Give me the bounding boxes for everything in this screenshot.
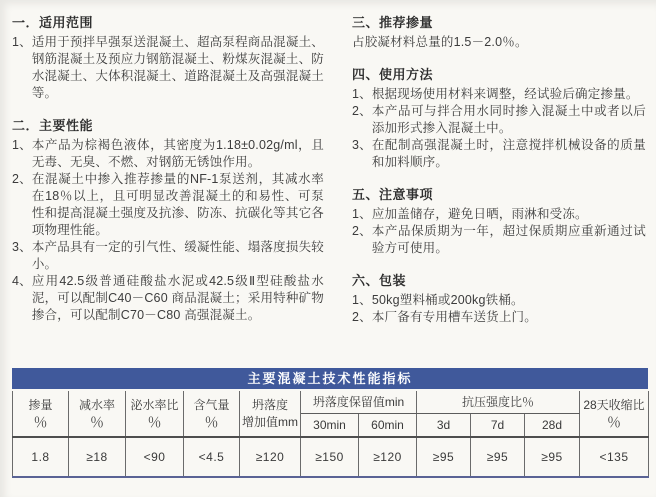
table-value-row [13,437,649,477]
header-line1: 掺量 [28,397,53,412]
table-subheader-cell: 7d [471,414,525,438]
list-item [12,137,324,171]
list-item [352,86,646,103]
item-text: 在配制高强混凝土时，注意搅拌机械设备的质量和加料顺序。 [371,138,646,169]
item-number: 1、 [12,35,32,49]
section-heading: 二．主要性能 [12,118,94,133]
table-header-cell [69,391,126,437]
table-subheader-cell: 30min [301,414,359,438]
list-item [12,273,324,324]
table-value-cell: ≥95 [417,437,471,477]
header-line1: 含气量 [193,397,230,412]
list-item [12,34,324,102]
section-heading: 四、使用方法 [352,67,434,82]
table-header-cell [240,391,301,437]
table-group-header: 抗压强度比％ [417,391,580,414]
table-value-cell: <90 [126,437,184,477]
item-text: 50kg塑料桶或200kg铁桶。 [371,293,524,307]
item-number: 1、 [352,293,372,307]
header-line2: ％ [33,413,48,430]
header-line1: 泌水率比 [130,397,179,412]
header-line2: ％ [147,413,162,430]
table-value-cell: ≥150 [301,437,359,477]
item-text: 本产品为棕褐色液体，其密度为1.18±0.02g/ml，且无毒、无臭、不燃、对钢筋无锈蚀作用。 [31,138,324,169]
table-subheader-cell: 3d [417,414,471,438]
section-heading: 一．适用范围 [12,15,94,30]
table-group-header: 坍落度保留值min [301,391,417,414]
table-value-cell: ≥95 [471,437,525,477]
list-item [352,309,646,326]
table-header-cell [126,391,184,437]
table-title-bar: 主要混凝土技术性能指标 [12,368,648,389]
table-header-cell [184,391,240,437]
item-number: 2、 [352,224,372,238]
table-subheader-cell: 28d [525,414,580,438]
item-text: 根据现场使用材料来调整，经试验后确定掺量。 [371,87,639,101]
item-number: 1、 [352,87,372,101]
item-text: 占胶凝材料总量的1.5－2.0％。 [352,35,528,49]
right-column [352,14,646,366]
header-line1: 坍落度 [251,397,288,412]
section-performance [12,117,324,324]
table-value-cell: ≥120 [240,437,301,477]
item-text: 在混凝土中掺入推荐掺量的NF-1泵送剂，其减水率在18％以上，且可明显改善混凝土的和易性、可泵性和提高混凝土强度及抗渗、防冻、抗碳化等其它各项物理性能。 [31,172,324,237]
section-usage [352,66,646,171]
item-text: 本产品保质期为一年，超过保质期应重新通过试验方可使用。 [371,224,646,255]
performance-table-block [12,368,646,478]
item-number: 3、 [12,240,32,254]
section-heading: 六、包装 [352,273,407,288]
item-number: 4、 [12,274,32,288]
section-packaging [352,272,646,326]
section-heading: 五、注意事项 [352,187,434,202]
performance-table [12,391,649,478]
table-value-cell: 1.8 [13,437,69,477]
item-number: 1、 [12,138,32,152]
table-subheader-cell: 60min [359,414,417,438]
item-number: 1、 [352,207,372,221]
list-item [352,103,646,137]
list-item [352,223,646,257]
left-column [12,14,324,366]
item-text: 本产品具有一定的引气性、缓凝性能、塌落度损失较小。 [31,240,324,271]
section-dosage [352,14,646,51]
list-item [352,34,646,51]
section-scope [12,14,324,102]
item-text: 本厂备有专用槽车送货上门。 [371,310,537,324]
header-line2: ％ [607,413,622,430]
table-value-cell: <4.5 [184,437,240,477]
item-text: 适用于预拌早强泵送混凝土、超高泵程商品混凝土、钢筋混凝土及预应力钢筋混凝土、粉煤灰混凝土、防水混凝土、大体积混凝土、道路混凝土及高强混凝土等。 [31,35,324,100]
item-number: 2、 [12,172,32,186]
list-item [12,239,324,273]
item-text: 应加盖储存，避免日晒，雨淋和受冻。 [371,207,588,221]
header-line2: ％ [90,413,104,430]
table-header-cell [580,391,649,437]
list-item [352,137,646,171]
list-item [352,206,646,223]
table-value-cell: <135 [580,437,649,477]
table-value-cell: ≥18 [69,437,126,477]
item-text: 应用42.5级普通硅酸盐水泥或42.5级Ⅱ型硅酸盐水泥，可以配制C40－C60 商品混凝土；采用特种矿物掺合，可以配制C70－C80 高强混凝土。 [31,274,324,322]
table-value-cell: ≥95 [525,437,580,477]
header-line1: 减水率 [78,397,115,412]
item-number: 2、 [352,104,372,118]
section-precautions [352,186,646,257]
item-text: 本产品可与拌合用水同时掺入混凝土中或者以后添加形式掺入混凝土中。 [371,104,646,135]
item-number: 2、 [352,310,372,324]
list-item [352,292,646,309]
table-header-cell [13,391,69,437]
list-item [12,171,324,239]
header-line2: ％ [204,413,219,430]
section-heading: 三、推荐掺量 [352,15,434,30]
item-number: 3、 [352,138,372,152]
header-line2: 增加值mm [242,414,298,429]
text-columns [12,14,646,366]
table-value-cell: ≥120 [359,437,417,477]
header-line1: 28天收缩比 [583,397,645,412]
